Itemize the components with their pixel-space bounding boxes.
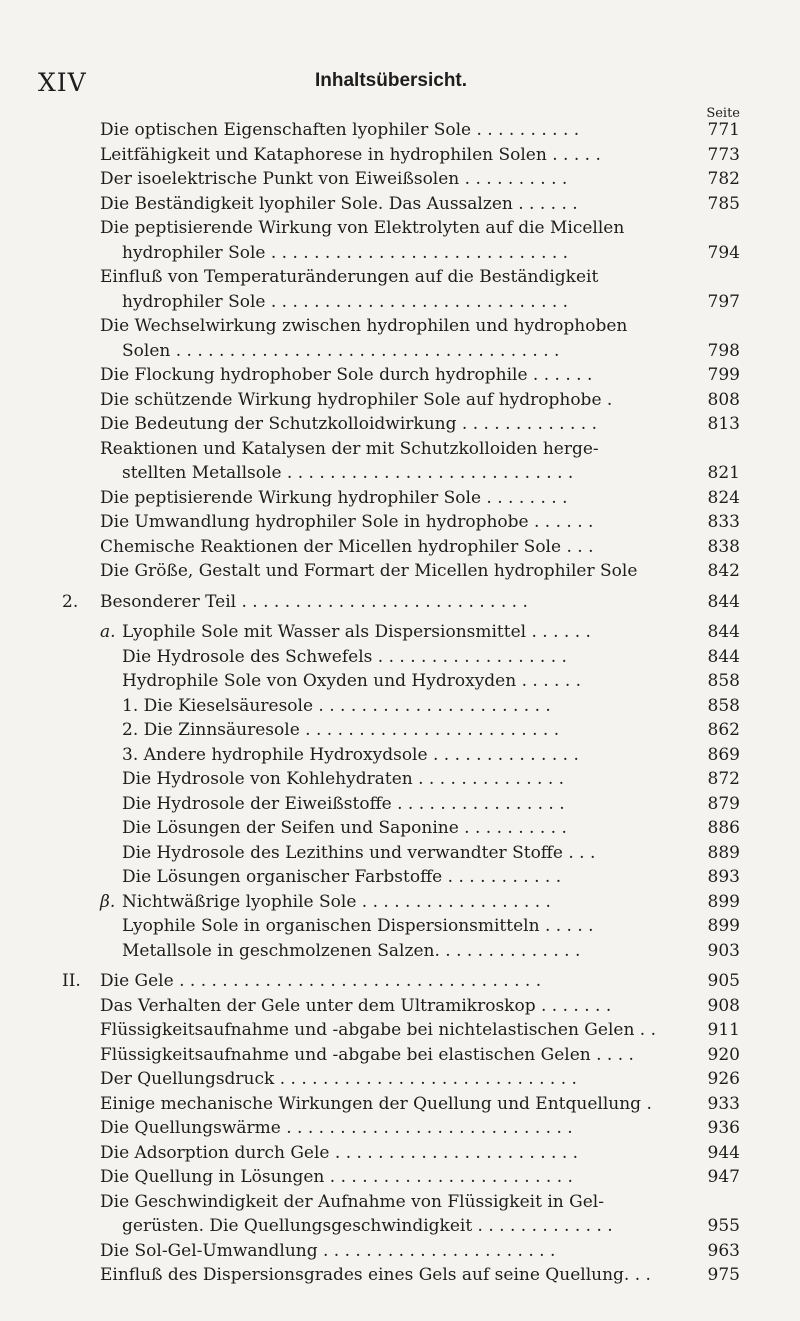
toc-entry-page: 947 [707, 1167, 740, 1187]
toc-entry-text: Die Adsorption durch Gele . . . . . . . . . . . . . . . . . . . . . . . [100, 1142, 579, 1163]
toc-entry-page: 944 [707, 1142, 740, 1163]
toc-entry [0, 412, 800, 437]
toc-entry [0, 767, 800, 792]
toc-entry [0, 939, 800, 964]
subsection-marker: β. [100, 891, 116, 912]
toc-entry-page: 920 [707, 1044, 740, 1065]
toc-entry-page: 879 [707, 793, 740, 814]
toc-entry-text: Die peptisierende Wirkung von Elektrolyten auf die Micellen [100, 218, 625, 238]
toc-entry-page: 963 [707, 1240, 740, 1261]
page-column-label: Seite [706, 106, 740, 121]
toc-entry [0, 890, 800, 915]
toc-entry-page: 899 [707, 916, 740, 936]
toc-entry [0, 792, 800, 817]
toc-entry-page: 869 [707, 744, 740, 765]
toc-entry-text: Die Hydrosole des Schwefels . . . . . . . . . . . . . . . . . . [122, 646, 567, 667]
toc-entry [0, 1165, 800, 1190]
running-header [0, 68, 800, 98]
toc-entry-text: hydrophiler Sole . . . . . . . . . . . . . . . . . . . . . . . . . . . . [122, 291, 569, 312]
toc-entry-page: 798 [707, 340, 740, 361]
toc-entry [0, 118, 800, 143]
toc-entry-page: 844 [707, 622, 740, 642]
toc-entry [0, 994, 800, 1019]
toc-group-section-2 [0, 620, 800, 963]
running-title: Inhaltsübersicht. [315, 70, 468, 91]
toc-entry-page: 844 [707, 646, 740, 667]
toc-entry [0, 620, 800, 645]
toc-entry-text: Hydrophile Sole von Oxyden und Hydroxyden . . . . . . [122, 671, 582, 691]
toc-entry [0, 241, 800, 266]
toc-entry-text: Besonderer Teil . . . . . . . . . . . . . . . . . . . . . . . . . . . [100, 591, 528, 612]
toc-entry [0, 559, 800, 584]
toc-group-part-II [0, 994, 800, 1288]
toc-entry-page: 862 [707, 720, 740, 740]
toc-entry [0, 265, 800, 290]
toc-entry-page: 911 [707, 1020, 740, 1040]
toc-entry-page: 905 [707, 971, 740, 991]
toc-entry-page: 833 [707, 512, 740, 532]
toc-section-2 [0, 590, 800, 615]
toc-entry-text: Einige mechanische Wirkungen der Quellung und Entquellung . [100, 1093, 652, 1114]
toc-entry [0, 192, 800, 217]
toc-entry [0, 437, 800, 462]
subsection-marker: a. [100, 622, 116, 642]
toc-entry-page: 889 [707, 842, 740, 863]
toc-entry-text: hydrophiler Sole . . . . . . . . . . . . . . . . . . . . . . . . . . . . [122, 242, 569, 263]
toc-entry-text: gerüsten. Die Quellungsgeschwindigkeit . . . . . . . . . . . . . [122, 1216, 613, 1236]
section-number: 2. [62, 591, 79, 612]
toc-entry-text: Die Wechselwirkung zwischen hydrophilen und hydrophoben [100, 316, 628, 336]
toc-entry-page: 838 [707, 536, 740, 557]
toc-entry-text: Die Hydrosole von Kohlehydraten . . . . . . . . . . . . . . [122, 769, 565, 789]
toc-entry [0, 865, 800, 890]
toc-entry-page: 926 [707, 1069, 740, 1089]
toc-entry [0, 1116, 800, 1141]
toc-entry-page: 844 [707, 591, 740, 612]
toc-entry-text: 2. Die Zinnsäuresole . . . . . . . . . . . . . . . . . . . . . . . . [122, 720, 560, 740]
toc-part-II [0, 969, 800, 994]
toc-entry-page: 858 [707, 671, 740, 691]
toc-entry-page: 797 [707, 291, 740, 312]
toc-entry-page: 955 [707, 1216, 740, 1236]
toc-entry-page: 936 [707, 1118, 740, 1138]
toc-entry [0, 645, 800, 670]
toc-entry-page: 933 [707, 1093, 740, 1114]
toc-entry-page: 794 [707, 242, 740, 263]
toc-entry [0, 816, 800, 841]
toc-entry-text: Die Hydrosole der Eiweißstoffe . . . . . . . . . . . . . . . . [122, 793, 565, 814]
toc-entry [0, 1239, 800, 1264]
toc-entry-page: 858 [707, 695, 740, 716]
toc-entry [0, 535, 800, 560]
toc-entry [0, 694, 800, 719]
toc-entry-text: Die Umwandlung hydrophiler Sole in hydrophobe . . . . . . [100, 512, 594, 532]
toc-entry-text: stellten Metallsole . . . . . . . . . . . . . . . . . . . . . . . . . . . [122, 463, 574, 483]
toc-entry-text: Leitfähigkeit und Kataphorese in hydrophilen Solen . . . . . [100, 144, 601, 165]
toc-entry-text: Reaktionen und Katalysen der mit Schutzkolloiden herge- [100, 438, 599, 459]
toc-entry-text: Flüssigkeitsaufnahme und -abgabe bei elastischen Gelen . . . . [100, 1044, 634, 1065]
toc-entry-text: Das Verhalten der Gele unter dem Ultramikroskop . . . . . . . [100, 995, 612, 1016]
toc-entry-text: Die Sol-Gel-Umwandlung . . . . . . . . . . . . . . . . . . . . . . [100, 1240, 556, 1261]
toc-entry-text: Die Geschwindigkeit der Aufnahme von Flüssigkeit in Gel- [100, 1191, 604, 1212]
toc-entry [0, 216, 800, 241]
toc-entry-page: 975 [707, 1265, 740, 1285]
toc-entry-page: 908 [707, 995, 740, 1016]
toc-entry-page: 824 [707, 487, 740, 508]
toc-entry-page: 842 [707, 561, 740, 581]
toc-entry-page: 773 [707, 144, 740, 165]
toc-entry-text: Die Lösungen der Seifen und Saponine . . . . . . . . . . [122, 818, 567, 838]
toc-entry-text: Die Lösungen organischer Farbstoffe . . . . . . . . . . . [122, 867, 562, 887]
toc-entry-page: 813 [707, 414, 740, 434]
toc-entry-page: 771 [707, 120, 740, 140]
toc-entry [0, 1190, 800, 1215]
toc-entry-text: Chemische Reaktionen der Micellen hydrophiler Sole . . . [100, 536, 594, 557]
toc-entry [0, 914, 800, 939]
toc-entry [0, 388, 800, 413]
toc-entry [0, 1018, 800, 1043]
toc-entry-page: 872 [707, 769, 740, 789]
toc-entry-text: Der isoelektrische Punkt von Eiweißsolen . . . . . . . . . . [100, 169, 568, 189]
toc-entry-text: Der Quellungsdruck . . . . . . . . . . . . . . . . . . . . . . . . . . . . [100, 1069, 577, 1089]
toc-entry-page: 886 [707, 818, 740, 838]
toc-entry [0, 718, 800, 743]
toc-entry [0, 1043, 800, 1068]
toc-entry-text: Metallsole in geschmolzenen Salzen. . . . . . . . . . . . . . [122, 940, 581, 961]
toc-entry-text: Lyophile Sole in organischen Dispersionsmitteln . . . . . [122, 916, 594, 936]
toc-entry [0, 510, 800, 535]
toc-entry [0, 339, 800, 364]
toc-entry-text: Die Beständigkeit lyophiler Sole. Das Aussalzen . . . . . . [100, 193, 578, 214]
toc-entry [0, 461, 800, 486]
toc-entry-page: 899 [707, 891, 740, 912]
toc-entry-text: Die Quellung in Lösungen . . . . . . . . . . . . . . . . . . . . . . . [100, 1167, 573, 1187]
toc-entry-text: Solen . . . . . . . . . . . . . . . . . . . . . . . . . . . . . . . . . . . . [122, 340, 560, 361]
toc-entry-text: Einfluß des Dispersionsgrades eines Gels auf seine Quellung. . . [100, 1265, 651, 1285]
toc-entry-text: Die Hydrosole des Lezithins und verwandter Stoffe . . . [122, 842, 596, 863]
toc-entry-text: Einfluß von Temperaturänderungen auf die Beständigkeit [100, 267, 599, 287]
toc-entry-text: Die Gele . . . . . . . . . . . . . . . . . . . . . . . . . . . . . . . . . . [100, 971, 542, 991]
toc-entry-text: Die optischen Eigenschaften lyophiler Sole . . . . . . . . . . [100, 120, 580, 140]
toc-entry-page: 785 [707, 193, 740, 214]
page-number: XIV [38, 68, 87, 97]
toc-group-general [0, 118, 800, 584]
toc-entry-page: 799 [707, 365, 740, 385]
toc-entry [0, 1141, 800, 1166]
toc-entry [0, 290, 800, 315]
toc-entry-text: Die peptisierende Wirkung hydrophiler Sole . . . . . . . . [100, 487, 568, 508]
toc-entry-text: Die Bedeutung der Schutzkolloidwirkung . . . . . . . . . . . . . [100, 414, 597, 434]
table-of-contents [0, 118, 800, 1288]
toc-entry-text: 1. Die Kieselsäuresole . . . . . . . . . . . . . . . . . . . . . . [122, 695, 551, 716]
toc-entry [0, 363, 800, 388]
toc-entry-text: Die Quellungswärme . . . . . . . . . . . . . . . . . . . . . . . . . . . [100, 1118, 573, 1138]
toc-entry [0, 841, 800, 866]
toc-entry [0, 167, 800, 192]
toc-entry-text: Die schützende Wirkung hydrophiler Sole auf hydrophobe . [100, 389, 613, 410]
toc-entry-page: 808 [707, 389, 740, 410]
toc-entry [0, 1092, 800, 1117]
toc-entry [0, 1214, 800, 1239]
toc-entry-page: 903 [707, 940, 740, 961]
toc-entry-page: 821 [707, 463, 740, 483]
toc-entry [0, 1263, 800, 1288]
toc-entry [0, 669, 800, 694]
toc-entry-text: Die Größe, Gestalt und Formart der Micellen hydrophiler Sole [100, 561, 638, 581]
toc-entry-page: 893 [707, 867, 740, 887]
toc-entry [0, 486, 800, 511]
toc-entry-text: 3. Andere hydrophile Hydroxydsole . . . . . . . . . . . . . . [122, 744, 579, 765]
toc-entry-text: Lyophile Sole mit Wasser als Dispersionsmittel . . . . . . [122, 622, 591, 642]
toc-entry [0, 1067, 800, 1092]
toc-entry [0, 314, 800, 339]
toc-entry-text: Nichtwäßrige lyophile Sole . . . . . . . . . . . . . . . . . . [122, 891, 551, 912]
toc-entry-page: 782 [707, 169, 740, 189]
toc-entry [0, 143, 800, 168]
part-number: II. [62, 971, 81, 991]
toc-entry-text: Die Flockung hydrophober Sole durch hydrophile . . . . . . [100, 365, 593, 385]
toc-entry-text: Flüssigkeitsaufnahme und -abgabe bei nichtelastischen Gelen . . [100, 1020, 657, 1040]
toc-entry [0, 743, 800, 768]
